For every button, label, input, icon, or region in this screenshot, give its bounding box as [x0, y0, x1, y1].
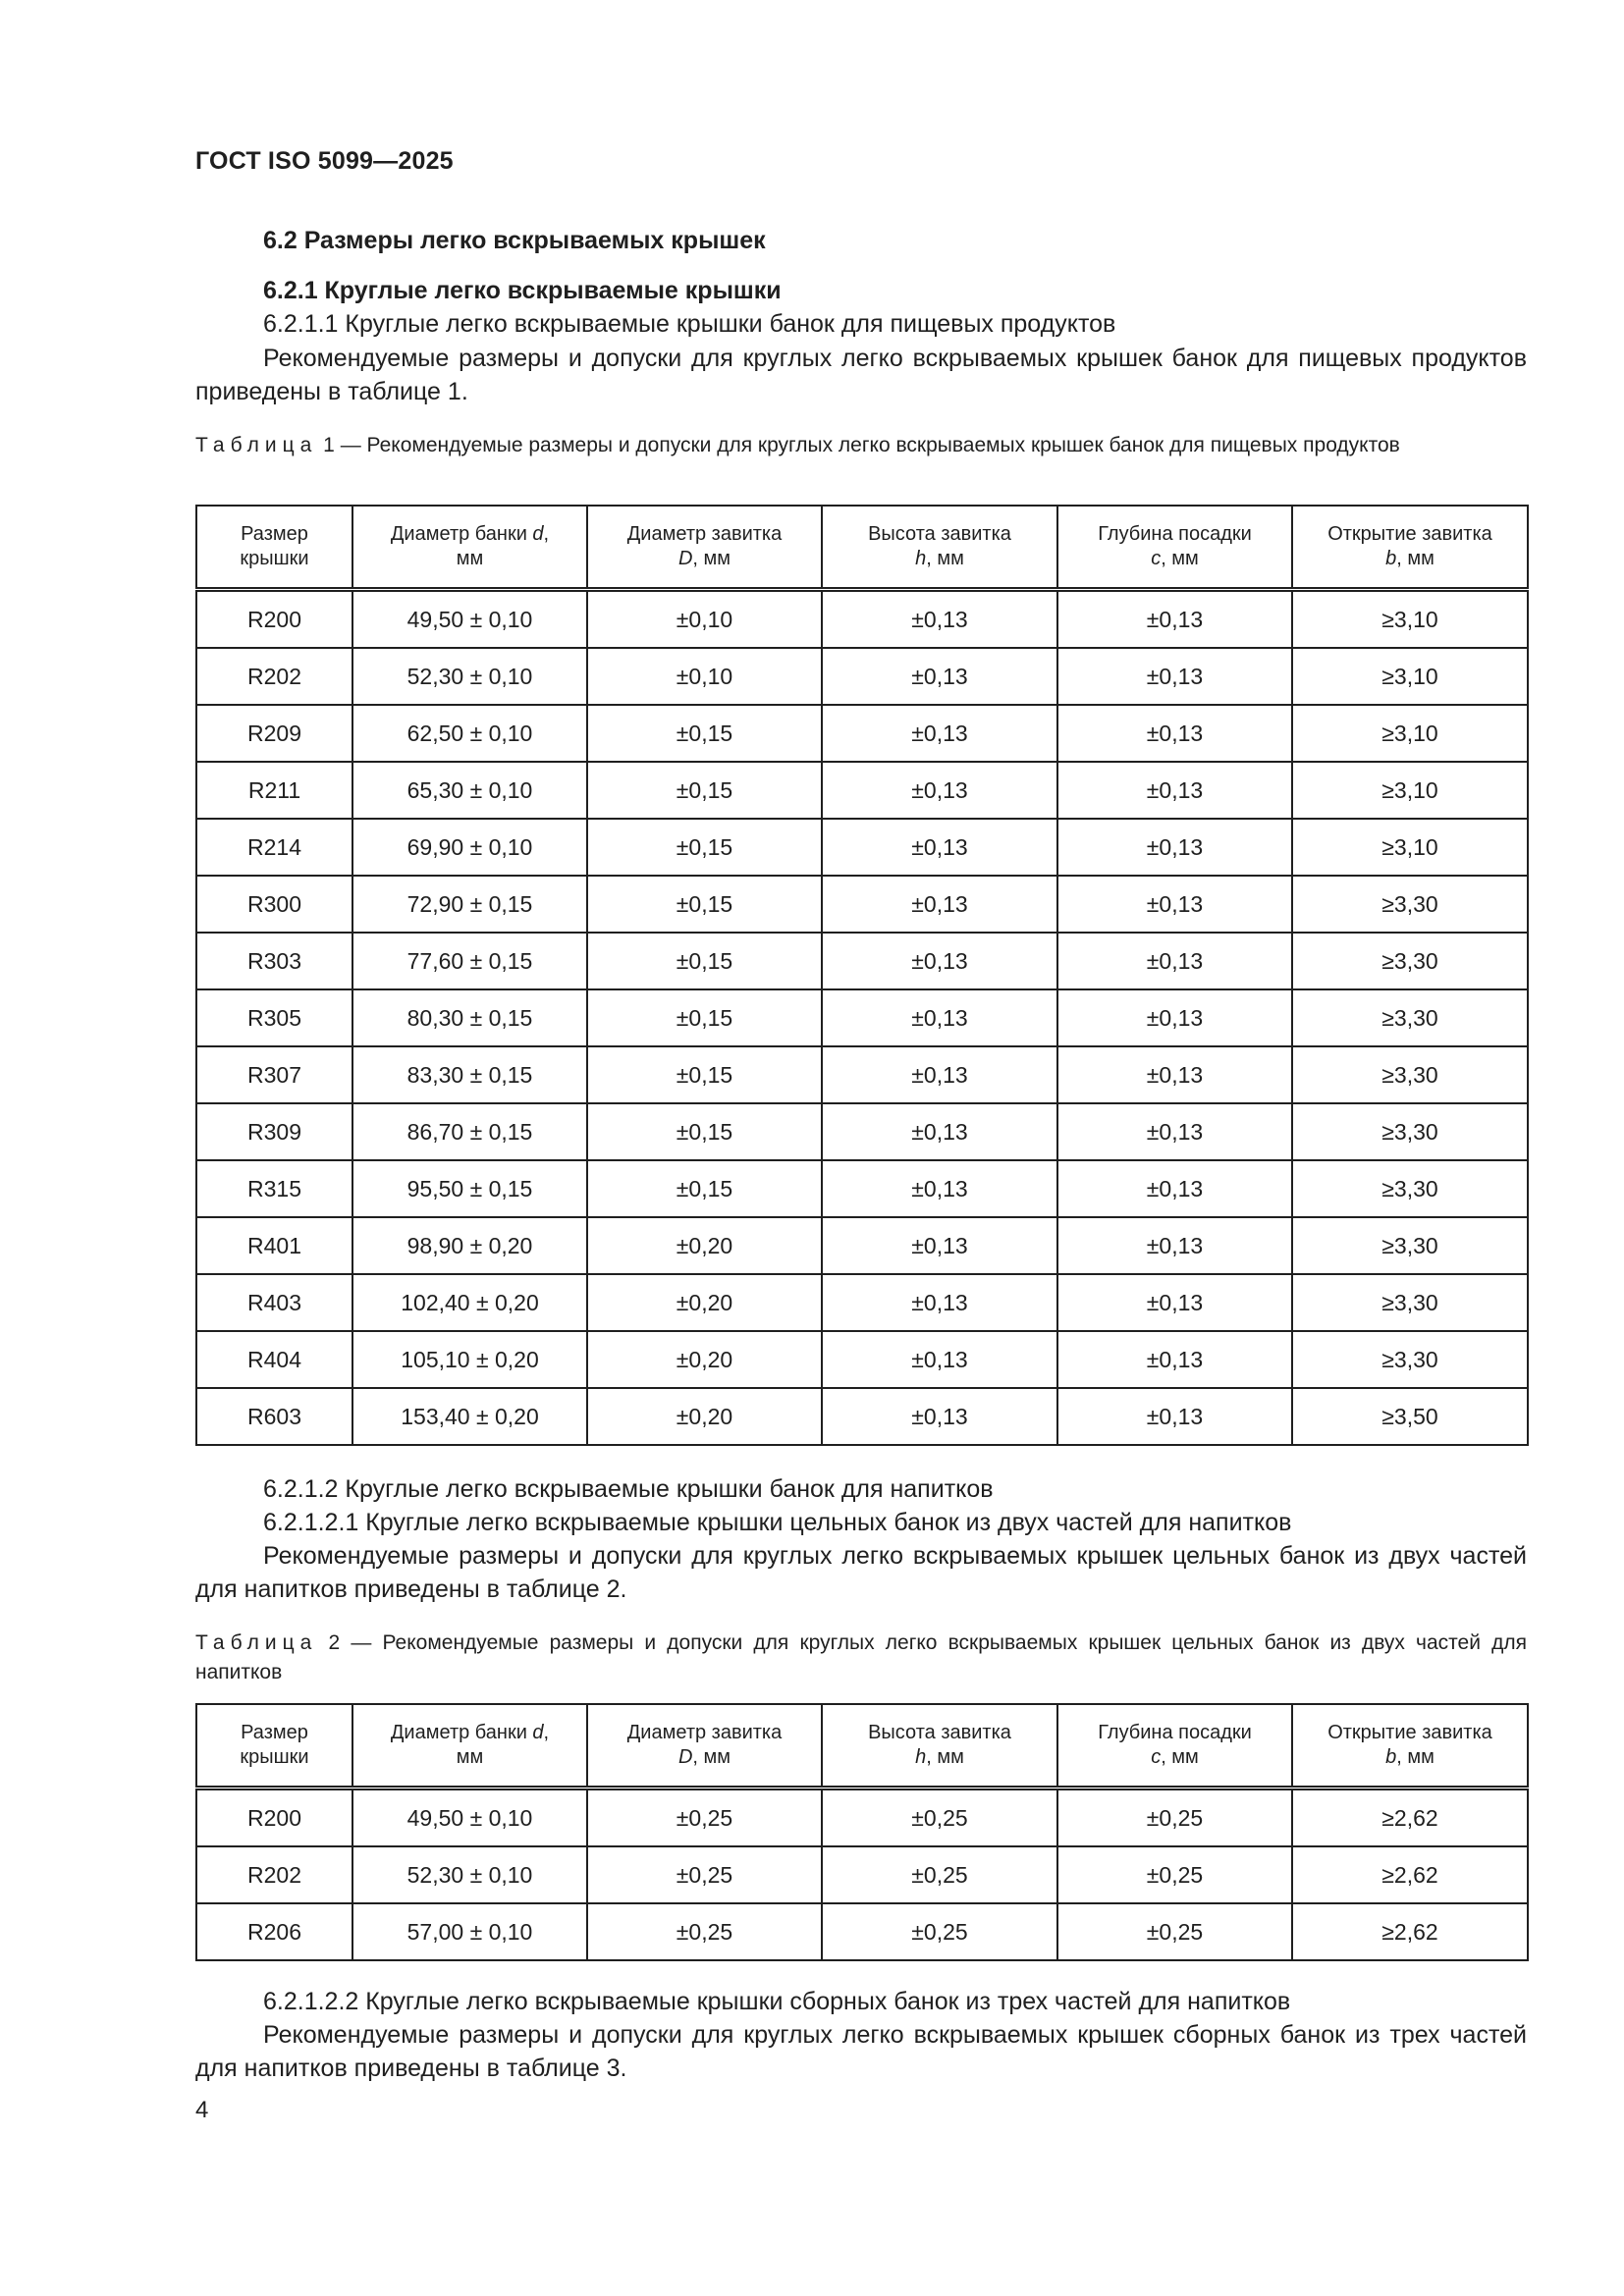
table-cell: R404 [196, 1331, 352, 1388]
table-cell: ±0,25 [587, 1903, 822, 1960]
column-header-line: Диаметр банки d, [390, 523, 550, 545]
table-cell: R603 [196, 1388, 352, 1445]
column-header-line: D, мм [677, 548, 731, 569]
table-row [196, 989, 1528, 1046]
table-cell: ±0,15 [587, 876, 822, 933]
column-header-line: мм [456, 1746, 484, 1768]
table-cell: ±0,13 [822, 1388, 1057, 1445]
table-cell: ±0,13 [1057, 705, 1292, 762]
table-row [196, 876, 1528, 933]
table-cell: ±0,20 [587, 1274, 822, 1331]
table-cell: R303 [196, 933, 352, 989]
column-header-line: Размер [241, 523, 308, 545]
section-6-2-1-2-2-paragraph [195, 2018, 1527, 2085]
table-cell: ±0,15 [587, 933, 822, 989]
column-header-line: c, мм [1151, 548, 1199, 569]
table-cell: ≥3,30 [1292, 876, 1528, 933]
column-header-line: Диаметр банки d, [390, 1722, 550, 1743]
table-cell: ≥3,30 [1292, 989, 1528, 1046]
table-row [196, 1046, 1528, 1103]
section-6-2-1-2-2-heading: 6.2.1.2.2 Круглые легко вскрываемые крышки сборных банок из трех частей для напитков [263, 1988, 1291, 2015]
table-cell: ±0,15 [587, 1160, 822, 1217]
table-cell: ±0,13 [822, 590, 1057, 649]
table-cell: ±0,13 [1057, 933, 1292, 989]
column-header [1057, 1704, 1292, 1789]
table-cell: ±0,13 [1057, 819, 1292, 876]
table2-caption [195, 1629, 1527, 1687]
table-cell: ≥3,30 [1292, 1331, 1528, 1388]
section-6-2-1-1-paragraph [195, 342, 1527, 408]
table-cell: 57,00 ± 0,10 [352, 1903, 587, 1960]
table-cell: 52,30 ± 0,10 [352, 648, 587, 705]
table-cell: 102,40 ± 0,20 [352, 1274, 587, 1331]
table-cell: ±0,13 [1057, 1046, 1292, 1103]
table-cell: 95,50 ± 0,15 [352, 1160, 587, 1217]
table-cell: ±0,13 [1057, 1274, 1292, 1331]
table-cell: ±0,10 [587, 648, 822, 705]
table-cell: ≥3,10 [1292, 648, 1528, 705]
table-cell: ±0,13 [822, 648, 1057, 705]
section-6-2-title: 6.2 Размеры легко вскрываемых крышек [263, 227, 766, 254]
caption-text: 2 — Рекомендуемые размеры и допуски для круглых легко вскрываемых крышек цельных банок из двух частей для напитков [195, 1631, 1527, 1683]
column-header-line: Диаметр завитка [626, 523, 783, 545]
table-cell: ±0,13 [1057, 648, 1292, 705]
column-header-line: D, мм [677, 1746, 731, 1768]
table-row [196, 933, 1528, 989]
table-cell: R200 [196, 1789, 352, 1847]
table-cell: ±0,13 [1057, 1217, 1292, 1274]
table-cell: ±0,13 [822, 762, 1057, 819]
table-cell: ≥3,10 [1292, 819, 1528, 876]
column-header [822, 1704, 1057, 1789]
table1 [195, 505, 1529, 1446]
table-cell: ±0,13 [1057, 1160, 1292, 1217]
table-row [196, 1789, 1528, 1847]
column-header-line: h, мм [915, 548, 964, 569]
table-cell: R309 [196, 1103, 352, 1160]
table-cell: 62,50 ± 0,10 [352, 705, 587, 762]
table-cell: ±0,13 [1057, 762, 1292, 819]
column-header-line: h, мм [915, 1746, 964, 1768]
column-header-line: Размер [241, 1722, 308, 1743]
column-header-line: крышки [240, 1746, 309, 1768]
column-header [1292, 1704, 1528, 1789]
table-cell: ±0,25 [1057, 1903, 1292, 1960]
caption-label: Таблица [195, 1631, 318, 1654]
table-cell: ±0,13 [822, 876, 1057, 933]
table-cell: ≥2,62 [1292, 1789, 1528, 1847]
table-cell: R202 [196, 1846, 352, 1903]
table-cell: ≥3,30 [1292, 1160, 1528, 1217]
table-cell: ±0,13 [822, 1160, 1057, 1217]
table-cell: 83,30 ± 0,15 [352, 1046, 587, 1103]
table-cell: ±0,13 [1057, 876, 1292, 933]
table-cell: ±0,15 [587, 705, 822, 762]
table-cell: R209 [196, 705, 352, 762]
table2 [195, 1703, 1529, 1961]
paragraph-text: Рекомендуемые размеры и допуски для круглых легко вскрываемых крышек цельных банок из двух частей для напитков приведены в таблице 2. [195, 1542, 1527, 1603]
table-cell: ≥2,62 [1292, 1846, 1528, 1903]
column-header [196, 1704, 352, 1789]
table-cell: ≥3,30 [1292, 933, 1528, 989]
column-header-line: Глубина посадки [1098, 1722, 1252, 1743]
column-header-line: Высота завитка [868, 1722, 1011, 1743]
table-cell: ≥3,10 [1292, 762, 1528, 819]
table-cell: ±0,25 [587, 1846, 822, 1903]
column-header [1057, 506, 1292, 590]
column-header-line: b, мм [1385, 1746, 1435, 1768]
section-6-2-1-title: 6.2.1 Круглые легко вскрываемые крышки [263, 277, 782, 304]
table-cell: ±0,13 [822, 933, 1057, 989]
table-cell: ±0,13 [822, 1274, 1057, 1331]
table-cell: ≥3,10 [1292, 705, 1528, 762]
column-header [352, 1704, 587, 1789]
table-cell: ±0,20 [587, 1388, 822, 1445]
table-cell: 105,10 ± 0,20 [352, 1331, 587, 1388]
table-row [196, 1217, 1528, 1274]
table-cell: ±0,13 [822, 1331, 1057, 1388]
table-cell: 80,30 ± 0,15 [352, 989, 587, 1046]
table-cell: ±0,15 [587, 989, 822, 1046]
column-header-line: b, мм [1385, 548, 1435, 569]
table-cell: ±0,25 [1057, 1846, 1292, 1903]
table-cell: ±0,13 [1057, 989, 1292, 1046]
column-header [196, 506, 352, 590]
table-cell: ±0,13 [822, 705, 1057, 762]
table-cell: ≥3,30 [1292, 1046, 1528, 1103]
table-cell: ≥2,62 [1292, 1903, 1528, 1960]
table-cell: 98,90 ± 0,20 [352, 1217, 587, 1274]
section-6-2-1-2-1-paragraph [195, 1539, 1527, 1606]
table1-caption [195, 431, 1527, 460]
table-cell: ≥3,50 [1292, 1388, 1528, 1445]
table-cell: 49,50 ± 0,10 [352, 590, 587, 649]
column-header-line: Открытие завитка [1327, 1722, 1492, 1743]
column-header-line: мм [456, 548, 484, 569]
paragraph-text: Рекомендуемые размеры и допуски для круглых легко вскрываемых крышек сборных банок из трех частей для напитков приведены в таблице 3. [195, 2021, 1527, 2082]
table-cell: R200 [196, 590, 352, 649]
table-cell: ±0,20 [587, 1331, 822, 1388]
table-cell: R206 [196, 1903, 352, 1960]
table-cell: R307 [196, 1046, 352, 1103]
caption-text: 1 — Рекомендуемые размеры и допуски для круглых легко вскрываемых крышек банок для пищевых продуктов [317, 434, 1400, 456]
table-cell: ±0,25 [822, 1789, 1057, 1847]
column-header [1292, 506, 1528, 590]
table-cell: 65,30 ± 0,10 [352, 762, 587, 819]
table-cell: ±0,13 [822, 989, 1057, 1046]
table-row [196, 762, 1528, 819]
table-cell: 153,40 ± 0,20 [352, 1388, 587, 1445]
table-header-row [196, 506, 1528, 590]
table-cell: R211 [196, 762, 352, 819]
table-cell: ±0,13 [1057, 1388, 1292, 1445]
table-cell: ≥3,10 [1292, 590, 1528, 649]
table-cell: R305 [196, 989, 352, 1046]
table-cell: ±0,25 [1057, 1789, 1292, 1847]
table-cell: ±0,13 [1057, 590, 1292, 649]
column-header-line: Глубина посадки [1098, 523, 1252, 545]
table-row [196, 648, 1528, 705]
column-header [822, 506, 1057, 590]
table-cell: ±0,25 [587, 1789, 822, 1847]
column-header [587, 506, 822, 590]
table-row [196, 1331, 1528, 1388]
table-cell: ±0,25 [822, 1846, 1057, 1903]
table-cell: R403 [196, 1274, 352, 1331]
column-header [587, 1704, 822, 1789]
section-6-2-1-2-heading: 6.2.1.2 Круглые легко вскрываемые крышки банок для напитков [263, 1475, 994, 1503]
table-row [196, 1388, 1528, 1445]
caption-label: Таблица [195, 434, 318, 456]
column-header-line: крышки [240, 548, 309, 569]
table-cell: ≥3,30 [1292, 1217, 1528, 1274]
table-row [196, 1160, 1528, 1217]
table-cell: 49,50 ± 0,10 [352, 1789, 587, 1847]
table-cell: ±0,15 [587, 1046, 822, 1103]
column-header-line: Диаметр завитка [626, 1722, 783, 1743]
table-cell: R300 [196, 876, 352, 933]
table-cell: ≥3,30 [1292, 1274, 1528, 1331]
column-header-line: Открытие завитка [1327, 523, 1492, 545]
table-cell: ±0,15 [587, 1103, 822, 1160]
table-cell: 69,90 ± 0,10 [352, 819, 587, 876]
table-cell: ±0,25 [822, 1903, 1057, 1960]
table-cell: ≥3,30 [1292, 1103, 1528, 1160]
table-cell: ±0,13 [822, 1046, 1057, 1103]
page-number: 4 [195, 2097, 209, 2123]
paragraph-text: Рекомендуемые размеры и допуски для круглых легко вскрываемых крышек банок для пищевых продуктов приведены в таблице 1. [195, 345, 1527, 405]
table-cell: ±0,15 [587, 762, 822, 819]
table-cell: R315 [196, 1160, 352, 1217]
table-cell: ±0,15 [587, 819, 822, 876]
table-row [196, 590, 1528, 649]
table-cell: ±0,20 [587, 1217, 822, 1274]
column-header-line: c, мм [1151, 1746, 1199, 1768]
section-6-2-1-1-heading: 6.2.1.1 Круглые легко вскрываемые крышки банок для пищевых продуктов [263, 310, 1116, 338]
table-cell: ±0,10 [587, 590, 822, 649]
column-header-line: Высота завитка [868, 523, 1011, 545]
table-cell: 52,30 ± 0,10 [352, 1846, 587, 1903]
table-cell: 72,90 ± 0,15 [352, 876, 587, 933]
column-header [352, 506, 587, 590]
table-cell: ±0,13 [822, 819, 1057, 876]
table-row [196, 1274, 1528, 1331]
table-header-row [196, 1704, 1528, 1789]
section-6-2-1-2-1-heading: 6.2.1.2.1 Круглые легко вскрываемые крышки цельных банок из двух частей для напитков [263, 1509, 1292, 1536]
table-cell: R214 [196, 819, 352, 876]
table-row [196, 1103, 1528, 1160]
table-row [196, 705, 1528, 762]
table-row [196, 819, 1528, 876]
document-code-header: ГОСТ ISO 5099—2025 [195, 147, 454, 175]
table-cell: R202 [196, 648, 352, 705]
table-row [196, 1903, 1528, 1960]
table-cell: 77,60 ± 0,15 [352, 933, 587, 989]
table-row [196, 1846, 1528, 1903]
table-cell: ±0,13 [822, 1103, 1057, 1160]
table-cell: 86,70 ± 0,15 [352, 1103, 587, 1160]
table-cell: R401 [196, 1217, 352, 1274]
table-cell: ±0,13 [1057, 1103, 1292, 1160]
table-cell: ±0,13 [1057, 1331, 1292, 1388]
table-cell: ±0,13 [822, 1217, 1057, 1274]
